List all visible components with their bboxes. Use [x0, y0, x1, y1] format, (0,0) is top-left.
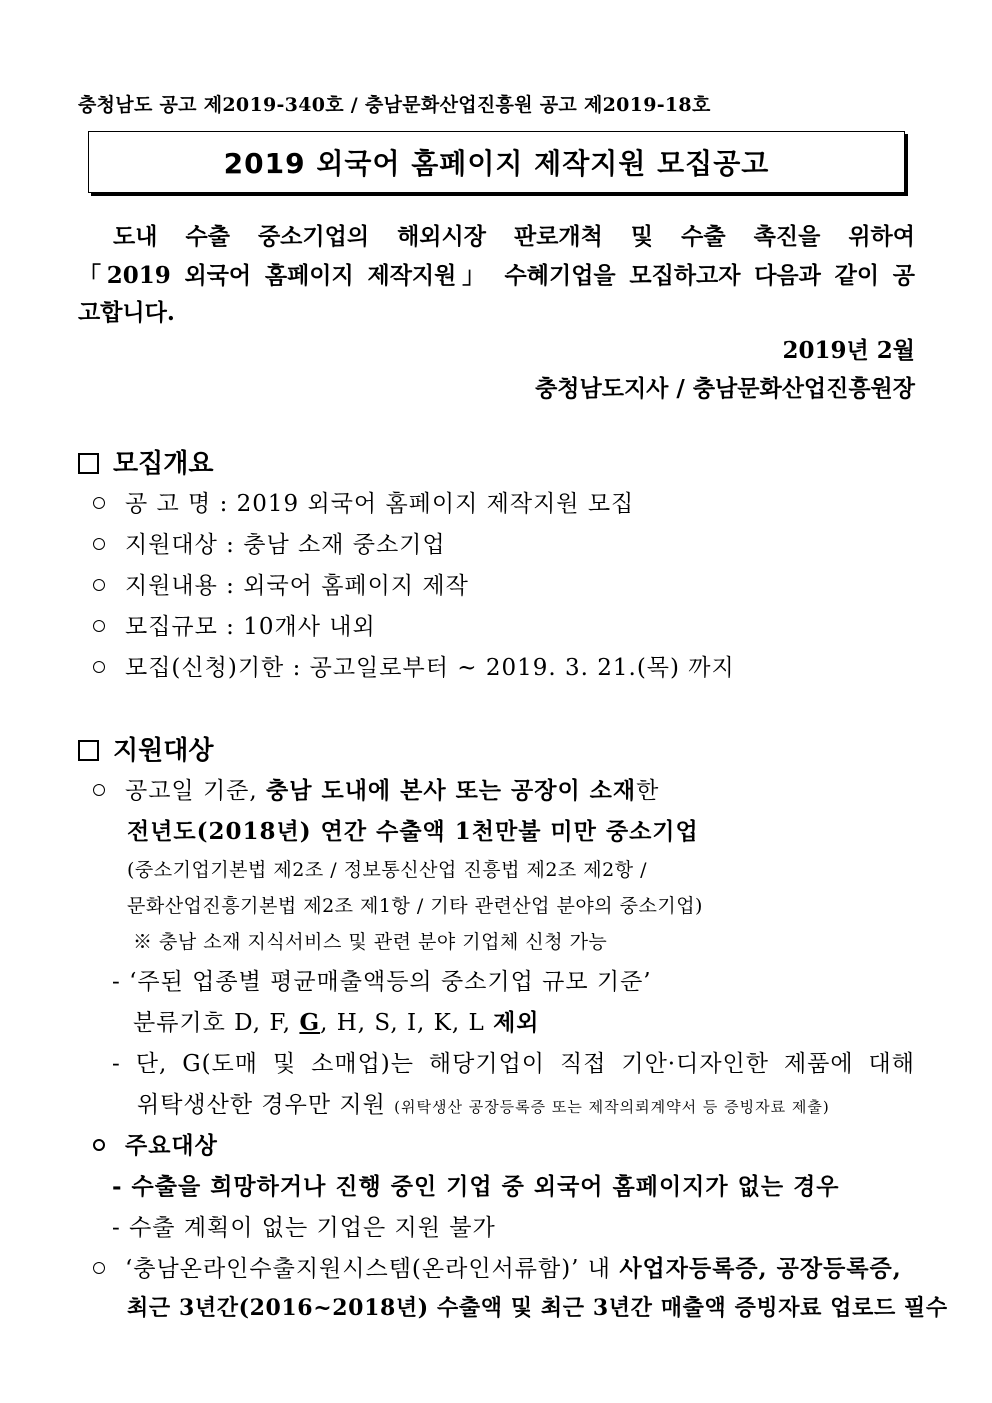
- eligibility-note: ※ 충남 소재 지식서비스 및 관련 분야 기업체 신청 가능: [133, 931, 608, 953]
- list-item: 모집규모 : 10개사 내외: [93, 608, 376, 641]
- main-target-heading: 주요대상: [93, 1127, 218, 1160]
- circle-bullet-icon: [93, 497, 105, 509]
- legal-basis-line-1: (중소기업기본법 제2조 / 정보통신산업 진흥법 제2조 제2항 /: [127, 859, 648, 881]
- section-eligibility-heading: [78, 730, 213, 767]
- title-box: [88, 131, 905, 193]
- eligibility-bullet-1-line-2: 전년도(2018년) 연간 수출액 1천만불 미만 중소기업: [127, 818, 699, 845]
- circle-bullet-icon: [93, 784, 105, 796]
- list-item: 지원내용 : 외국어 홈페이지 제작: [93, 567, 469, 600]
- exclusion-dash-line-1: - ‘주된 업종별 평균매출액등의 중소기업 규모 기준’: [112, 969, 652, 995]
- circle-bullet-icon: [93, 661, 105, 673]
- exception-dash-line-1: - 단, G(도매 및 소매업)는 해당기업이 직접 기안·디자인한 제품에 대해: [112, 1051, 915, 1077]
- checkbox-square-icon: [78, 453, 99, 474]
- list-item: 모집(신청)기한 : 공고일로부터 ~ 2019. 3. 21.(목) 까지: [93, 649, 735, 682]
- intro-line-3: 고합니다.: [78, 299, 175, 326]
- section-title: 지원대상: [113, 736, 214, 766]
- notice-number: 충청남도 공고 제2019-340호 / 충남문화산업진흥원 공고 제2019-18호: [78, 94, 711, 116]
- list-item: 공 고 명 : 2019 외국어 홈페이지 제작지원 모집: [93, 485, 634, 518]
- exception-dash-line-2: 위탁생산한 경우만 지원 (위탁생산 공장등록증 또는 제작의뢰계약서 등 증빙자료 제출): [137, 1092, 830, 1118]
- section-title: 모집개요: [113, 449, 214, 479]
- checkbox-square-icon: [78, 740, 99, 761]
- main-target-dash-2: - 수출 계획이 없는 기업은 지원 불가: [112, 1215, 496, 1241]
- section-overview-heading: [78, 443, 213, 480]
- main-target-dash-1: - 수출을 희망하거나 진행 중인 기업 중 외국어 홈페이지가 없는 경우: [112, 1173, 840, 1200]
- legal-basis-line-2: 문화산업진흥기본법 제2조 제1항 / 기타 관련산업 분야의 중소기업): [127, 895, 703, 917]
- page-title: 2019 외국어 홈페이지 제작지원 모집공고: [223, 147, 770, 180]
- notice-date: 2019년 2월: [782, 337, 915, 364]
- circle-bullet-icon: [93, 1262, 105, 1274]
- eligibility-bullet-1: 공고일 기준, 충남 도내에 본사 또는 공장이 소재한: [93, 772, 659, 805]
- circle-bullet-icon: [93, 579, 105, 591]
- circle-bullet-icon: [93, 1139, 105, 1151]
- issuer: 충청남도지사 / 충남문화산업진흥원장: [535, 375, 915, 402]
- intro-line-1: 도내 수출 중소기업의 해외시장 판로개척 및 수출 촉진을 위하여: [113, 223, 915, 250]
- list-item: 지원대상 : 충남 소재 중소기업: [93, 526, 446, 559]
- circle-bullet-icon: [93, 538, 105, 550]
- eligibility-bullet-3-line-2: 최근 3년간(2016~2018년) 수출액 및 최근 3년간 매출액 증빙자료 업로드 필수: [127, 1295, 948, 1321]
- eligibility-bullet-3: ‘충남온라인수출지원시스템(온라인서류함)’ 내 사업자등록증, 공장등록증,: [93, 1250, 902, 1283]
- intro-line-2: 「2019 외국어 홈페이지 제작지원」 수혜기업을 모집하고자 다음과 같이 공: [78, 262, 915, 289]
- circle-bullet-icon: [93, 620, 105, 632]
- exclusion-dash-line-2: 분류기호 D, F, G, H, S, I, K, L 제외: [133, 1009, 540, 1036]
